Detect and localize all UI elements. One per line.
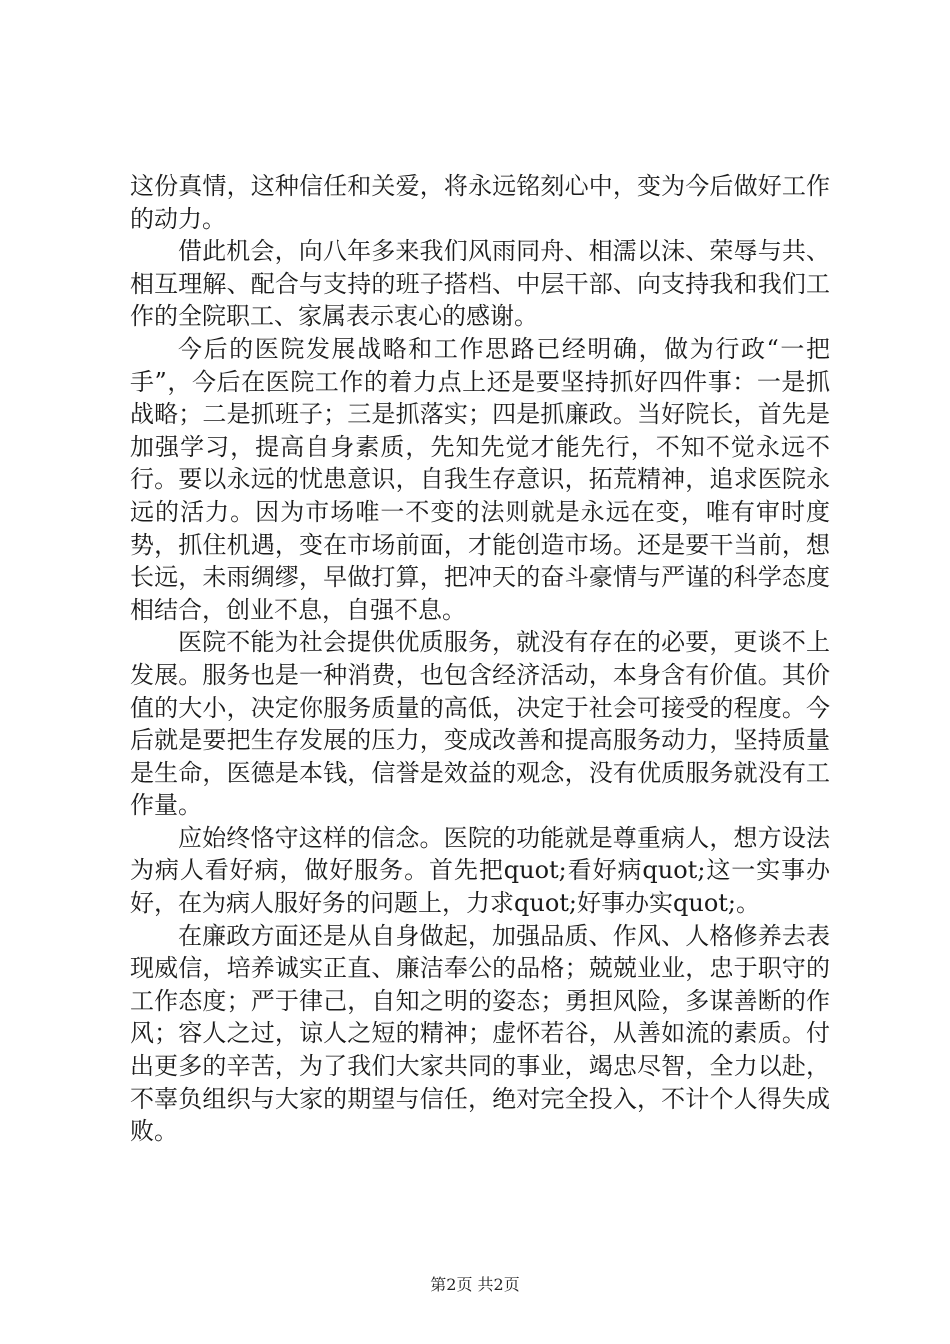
paragraph-strategy: 今后的医院发展战略和工作思路已经明确，做为行政“一把手”，今后在医院工作的着力点上还是要坚持抓好四件事：一是抓战略；二是抓班子；三是抓落实；四是抓廉政。当好院长，首先是加强学习，提高自身素质，先知先觉才能先行，不知不觉永远不行。要以永远的忧患意识，自我生存意识，拓荒精神，追求医院永远的活力。因为市场唯一不变的法则就是永远在变，唯有审时度势，抓住机遇，变在市场前面，才能创造市场。还是要干当前，想长远，未雨绸缪，早做打算，把冲天的奋斗豪情与严谨的科学态度相结合，创业不息，自强不息。	[130, 334, 830, 624]
paragraph-thanks: 借此机会，向八年多来我们风雨同舟、相濡以沫、荣辱与共、相互理解、配合与支持的班子搭档、中层干部、向支持我和我们工作的全院职工、家属表示衷心的感谢。	[130, 237, 830, 331]
document-body	[130, 170, 830, 1148]
paragraph-continuation: 这份真情，这种信任和关爱，将永远铭刻心中，变为今后做好工作的动力。	[130, 172, 830, 233]
page-number-footer: 第2页 共2页	[430, 1275, 520, 1294]
paragraph-belief: 应始终恪守这样的信念。医院的功能就是尊重病人，想方设法为病人看好病，做好服务。首先把quot;看好病quot;这一实事办好，在为病人服好务的问题上，力求quot;好事办实quot;。	[130, 823, 830, 918]
paragraph-service: 医院不能为社会提供优质服务，就没有存在的必要，更谈不上发展。服务也是一种消费，也包含经济活动，本身含有价值。其价值的大小，决定你服务质量的高低，决定于社会可接受的程度。今后就是要把生存发展的压力，变成改善和提高服务动力，坚持质量是生命，医德是本钱，信誉是效益的观念，没有优质服务就没有工作量。	[130, 628, 830, 820]
paragraph-integrity: 在廉政方面还是从自身做起，加强品质、作风、人格修养去表现威信，培养诚实正直、廉洁奉公的品格；兢兢业业，忠于职守的工作态度；严于律己，自知之明的姿态；勇担风险，多谋善断的作风；容人之过，谅人之短的精神；虚怀若谷，从善如流的素质。付出更多的辛苦，为了我们大家共同的事业，竭忠尽智，全力以赴，不辜负组织与大家的期望与信任，绝对完全投入，不计个人得失成败。	[130, 921, 830, 1146]
